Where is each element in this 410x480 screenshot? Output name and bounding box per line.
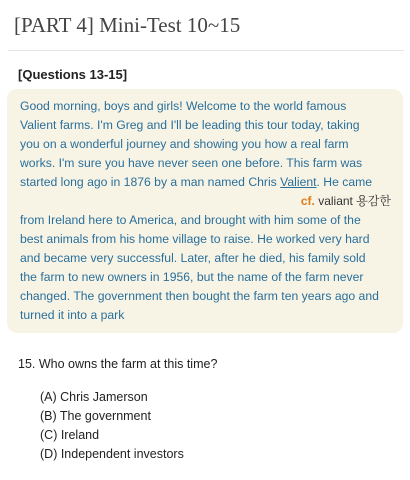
passage-line: Valient farms. I'm Greg and I'll be leading this tour today, taking <box>20 118 360 132</box>
passage-line: Good morning, boys and girls! Welcome to the world famous <box>20 99 347 113</box>
answer-option-b[interactable]: (B) The government <box>40 409 151 423</box>
note-text: valiant 용감한 <box>314 194 391 208</box>
passage-line: and became very successful. Later, after he died, his family sold <box>20 251 366 265</box>
passage-box <box>7 89 403 333</box>
answer-option-c[interactable]: (C) Ireland <box>40 428 100 442</box>
answer-option-d[interactable]: (D) Independent investors <box>40 447 184 461</box>
answer-option-a[interactable]: (A) Chris Jamerson <box>40 390 148 404</box>
underlined-term: Valient <box>280 175 317 189</box>
passage-line: changed. The government then bought the farm ten years ago and <box>20 289 379 303</box>
passage-line: best animals from his home village to raise. He worked very hard <box>20 232 370 246</box>
passage-line: the farm to new owners in 1956, but the name of the farm never <box>20 270 364 284</box>
passage-line: from Ireland here to America, and brought with him some of the <box>20 213 361 227</box>
passage-line: works. I'm sure you have never seen one before. This farm was <box>20 156 363 170</box>
passage-line: turned it into a park <box>20 308 125 322</box>
passage-line: you on a wonderful journey and showing you how a real farm <box>20 137 349 151</box>
vocab-note <box>301 193 391 209</box>
page-title: [PART 4] Mini-Test 10~15 <box>14 13 241 37</box>
passage-line-with-term <box>20 174 372 190</box>
title-divider <box>8 50 404 51</box>
note-label: cf. <box>300 194 315 208</box>
question-text: 15. Who owns the farm at this time? <box>18 357 218 371</box>
passage-text: . He came <box>316 175 373 189</box>
passage-text: started long ago in 1876 by a man named Chris <box>20 175 281 189</box>
section-header: [Questions 13-15] <box>18 67 128 82</box>
